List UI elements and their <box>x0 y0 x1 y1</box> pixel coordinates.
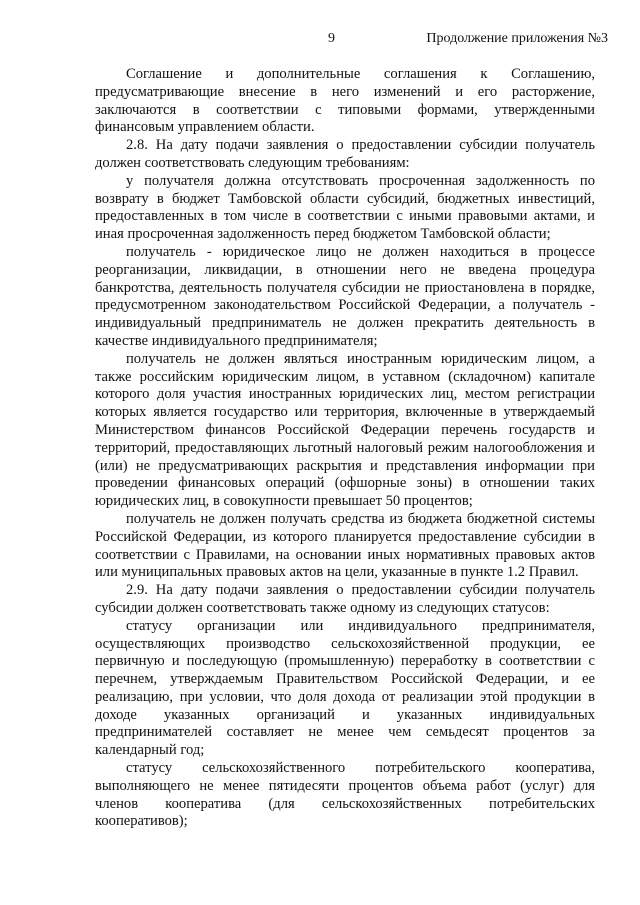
paragraph-2-8-heading: 2.8. На дату подачи заявления о предоставлении субсидии получатель должен соответствовать следующим требованиям: <box>95 137 595 171</box>
paragraph-not-foreign-entity: получатель не должен являться иностранным юридическим лицом, а также российским юридическим лицом, в уставном (складочном) капитале которого доля участия иностранных юридических лиц, местом регистрации которых является государство или территория, включенные в утверждаемый Министерством финансов Российской Федерации перечень государств и территорий, предоставляющих льготный налоговый режим налогообложения и (или) не предусматривающих раскрытия и представления информации при проведении финансовых операций (офшорные зоны) в отношении таких юридических лиц, в совокупности превышает 50 процентов; <box>95 350 595 510</box>
appendix-label: Продолжение приложения №3 <box>426 31 608 46</box>
paragraph-status-producer: статусу организации или индивидуального предпринимателя, осуществляющих производство сельскохозяйственной продукции, ее первичную и последующую (промышленную) переработку в соответствии с перечнем, утверждаемым Правительством Российской Федерации, и ее реализацию, при условии, что доля дохода от реализации этой продукции в доходе указанных организаций и указанных индивидуальных предпринимателей составляет не менее чем семьдесят процентов за календарный год; <box>95 617 595 759</box>
page-header <box>0 31 640 51</box>
page-number: 9 <box>328 31 335 46</box>
paragraph-no-overdue-debt: у получателя должна отсутствовать просроченная задолженность по возврату в бюджет Тамбовской области субсидий, бюджетных инвестиций, предоставленных в том числе в соответствии с иными правовыми актами, и иная просроченная задолженность перед бюджетом Тамбовской области; <box>95 172 595 243</box>
paragraph-no-reorganization: получатель - юридическое лицо не должен находиться в процессе реорганизации, ликвидации, в отношении него не введена процедура банкротства, деятельность получателя субсидии не приостановлена в порядке, предусмотренном законодательством Российской Федерации, а получатель - индивидуальный предприниматель не должен прекратить деятельность в качестве индивидуального предпринимателя; <box>95 243 595 349</box>
paragraph-no-other-budget-funds: получатель не должен получать средства из бюджета бюджетной системы Российской Федерации, из которого планируется предоставление субсидии в соответствии с Правилами, на основании иных нормативных правовых актов или муниципальных правовых актов на цели, указанные в пункте 1.2 Правил. <box>95 510 595 581</box>
paragraph-2-9-heading: 2.9. На дату подачи заявления о предоставлении субсидии получатель субсидии должен соответствовать также одному из следующих статусов: <box>95 582 595 616</box>
paragraph-status-cooperative: статусу сельскохозяйственного потребительского кооператива, выполняющего не менее пятидесяти процентов объема работ (услуг) для членов кооператива (для сельскохозяйственных потребительских кооперативов); <box>95 760 595 830</box>
paragraph-agreement-forms: Соглашение и дополнительные соглашения к Соглашению, предусматривающие внесение в него изменений и его расторжение, заключаются в соответствии с типовыми формами, утвержденными финансовым управлением области. <box>95 66 595 136</box>
document-body <box>95 66 595 831</box>
